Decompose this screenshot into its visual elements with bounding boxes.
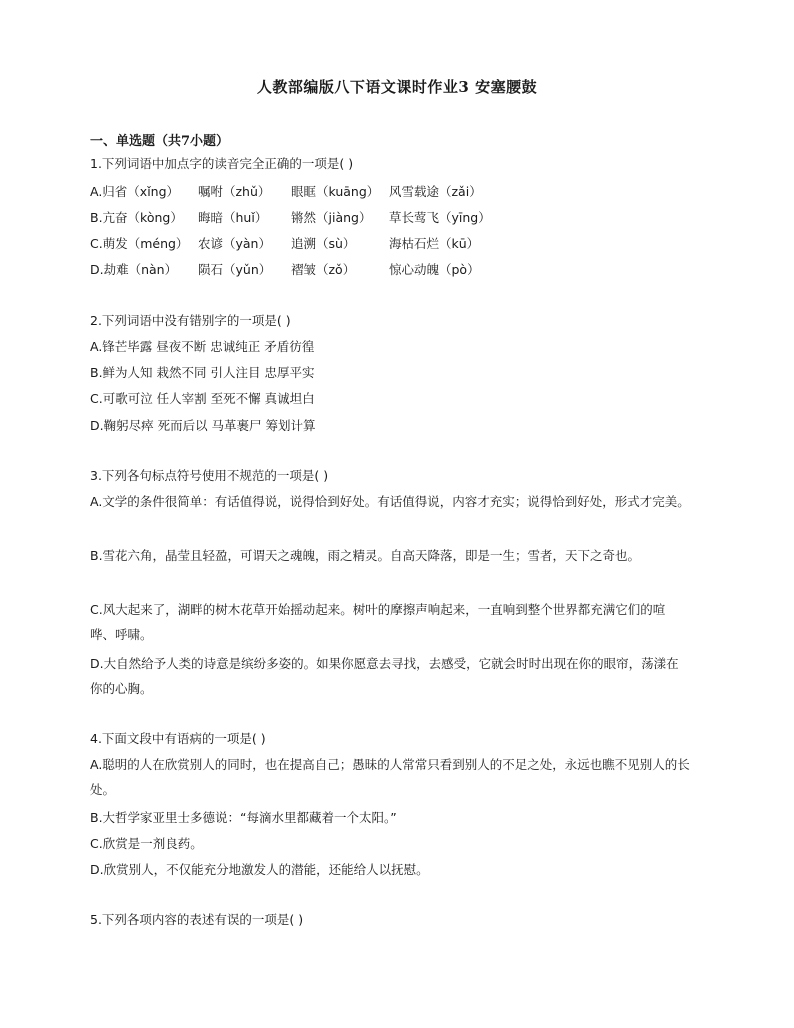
question-3-option-d[interactable]: D.大自然给予人类的诗意是缤纷多姿的。如果你愿意去寻找，去感受，它就会时时出现在你的眼帘，荡漾在你的心胸。 — [90, 656, 679, 696]
option-cell: B.亢奋（kòng） — [90, 210, 183, 225]
option-cell: 农谚（yàn） — [198, 236, 271, 251]
question-4-option-a[interactable]: A.聪明的人在欣赏别人的同时，也在提高自己；愚昧的人常常只看到别人的不足之处，永远也瞧不见别人的长处。 — [90, 757, 690, 797]
option-cell: 嘱咐（zhǔ） — [198, 184, 271, 199]
question-2-option-d[interactable]: D.鞠躬尽瘁 死而后以 马革裹尸 筹划计算 — [90, 418, 316, 433]
question-3-stem: 3.下列各句标点符号使用不规范的一项是( ) — [90, 468, 329, 483]
option-cell: 追溯（sù） — [291, 236, 356, 251]
option-cell: 褶皱（zǒ） — [291, 262, 356, 277]
question-4-option-c[interactable]: C.欣赏是一剂良药。 — [90, 836, 203, 851]
option-cell: 海枯石烂（kū） — [389, 236, 480, 251]
option-cell: 陨石（yǔn） — [198, 262, 272, 277]
question-1-stem: 1.下列词语中加点字的读音完全正确的一项是( ) — [90, 156, 354, 171]
question-5-stem: 5.下列各项内容的表述有误的一项是( ) — [90, 912, 304, 927]
question-4-stem: 4.下面文段中有语病的一项是( ) — [90, 731, 266, 746]
option-cell: 风雪载途（zǎi） — [389, 184, 482, 199]
option-cell: A.归省（xǐng） — [90, 184, 180, 199]
question-2-stem: 2.下列词语中没有错别字的一项是( ) — [90, 313, 291, 328]
question-3-option-a[interactable]: A.文学的条件很简单：有话值得说，说得恰到好处。有话值得说，内容才充实；说得恰到好处，形式才完美。 — [90, 494, 690, 509]
section-heading: 一、单选题（共7小题） — [90, 134, 230, 149]
option-cell: 锵然（jiàng） — [291, 210, 372, 225]
option-cell: 晦暗（huǐ） — [198, 210, 268, 225]
option-cell: 草长莺飞（yīng） — [389, 210, 491, 225]
option-cell: 惊心动魄（pò） — [389, 262, 480, 277]
question-4-option-b[interactable]: B.大哲学家亚里士多德说：“每滴水里都藏着一个太阳。” — [90, 810, 397, 825]
question-2-option-a[interactable]: A.锋芒毕露 昼夜不断 忠诚纯正 矛盾彷徨 — [90, 339, 315, 354]
question-2-option-c[interactable]: C.可歌可泣 任人宰割 至死不懈 真诚坦白 — [90, 391, 315, 406]
question-3-option-c[interactable]: C.风大起来了，湖畔的树木花草开始摇动起来。树叶的摩擦声响起来，一直响到整个世界都充满它们的喧哗、呼啸。 — [90, 602, 666, 642]
option-cell: 眼眶（kuāng） — [291, 184, 380, 199]
option-cell: D.劫难（nàn） — [90, 262, 178, 277]
document-title: 人教部编版八下语文课时作业3 安塞腰鼓 — [256, 78, 538, 96]
option-cell: C.萌发（méng） — [90, 236, 189, 251]
question-3-option-b[interactable]: B.雪花六角，晶莹且轻盈，可谓天之魂魄，雨之精灵。自高天降落，即是一生；雪者，天下之奇也。 — [90, 548, 641, 563]
question-4-option-d[interactable]: D.欣赏别人，不仅能充分地激发人的潜能，还能给人以抚慰。 — [90, 862, 429, 877]
question-2-option-b[interactable]: B.鲜为人知 栽然不同 引人注目 忠厚平实 — [90, 365, 315, 380]
